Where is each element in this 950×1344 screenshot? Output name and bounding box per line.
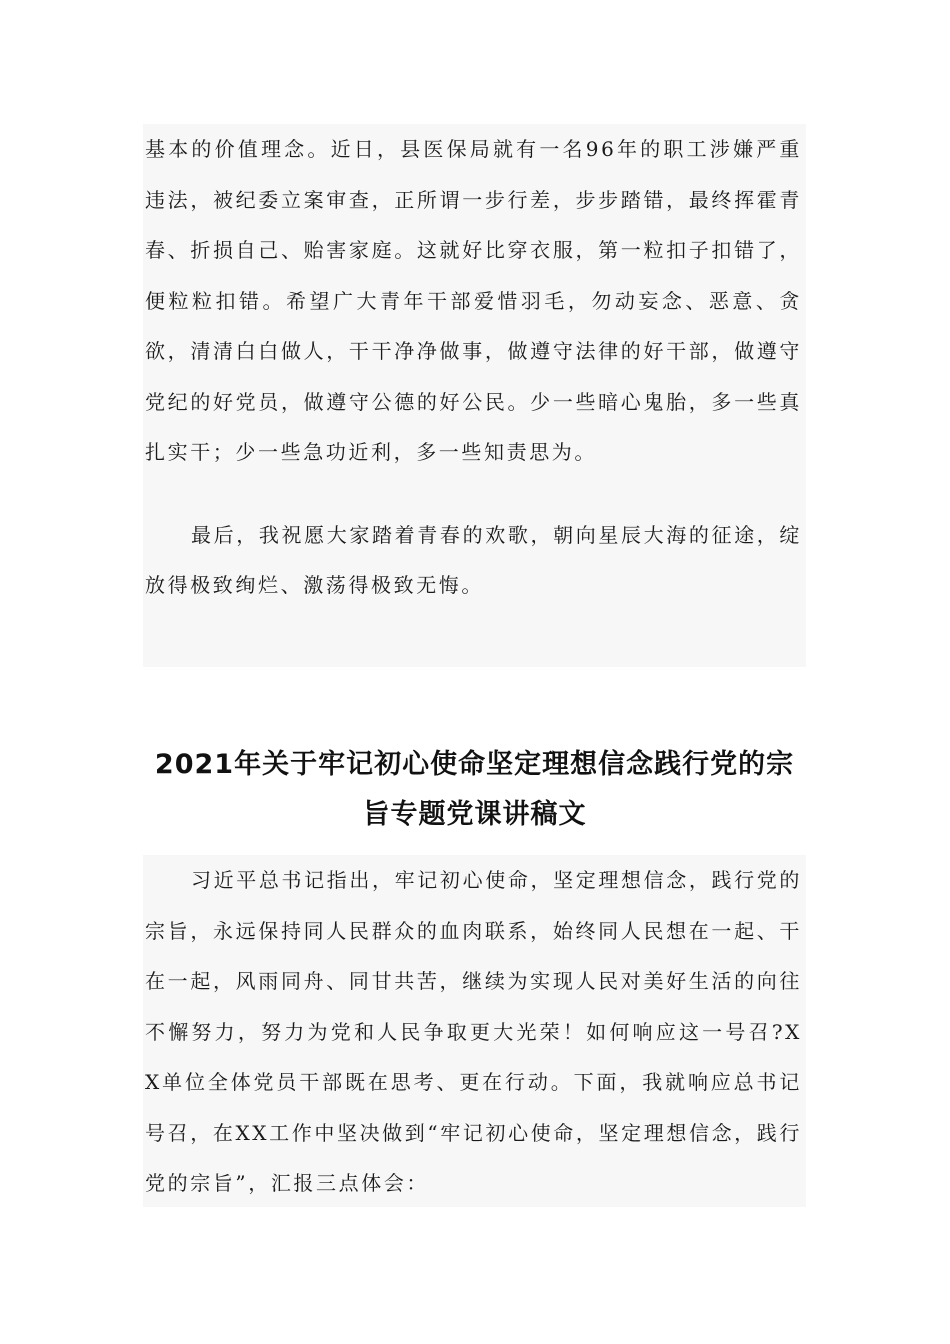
section-title: 2021年关于牢记初心使命坚定理想信念践行党的宗旨专题党课讲稿文 — [154, 749, 795, 830]
closing-paragraph: 最后，我祝愿大家踏着青春的欢歌，朝向星辰大海的征途，绽放得极致绚烂、激荡得极致无悔。 — [145, 522, 802, 597]
intro-paragraph: 习近平总书记指出，牢记初心使命，坚定理想信念，践行党的宗旨，永远保持同人民群众的血肉联系，始终同人民想在一起、干在一起，风雨同舟、同甘共苦，继续为实现人民对美好生活的向往不懈努力，努力为党和人民争取更大光荣！如何响应这一号召?XX单位全体党员干部既在思考、更在行动。下面，我就响应总书记号召，在XX工作中坚决做到“牢记初心使命，坚定理想信念，践行党的宗旨”，汇报三点体会： — [145, 868, 802, 1195]
text-block-top — [143, 124, 806, 667]
body-paragraph: 基本的价值理念。近日，县医保局就有一名96年的职工涉嫌严重违法，被纪委立案审查，正所谓一步行差，步步踏错，最终挥霍青春、折损自己、贻害家庭。这就好比穿衣服，第一粒扣子扣错了，便粒粒扣错。希望广大青年干部爱惜羽毛，勿动妄念、恶意、贪欲，清清白白做人，干干净净做事，做遵守法律的好干部，做遵守党纪的好党员，做遵守公德的好公民。少一些暗心鬼胎，多一些真扎实干；少一些急功近利，多一些知责思为。 — [145, 137, 802, 464]
text-block-bottom — [143, 855, 806, 1207]
paragraph-gap — [143, 478, 806, 510]
